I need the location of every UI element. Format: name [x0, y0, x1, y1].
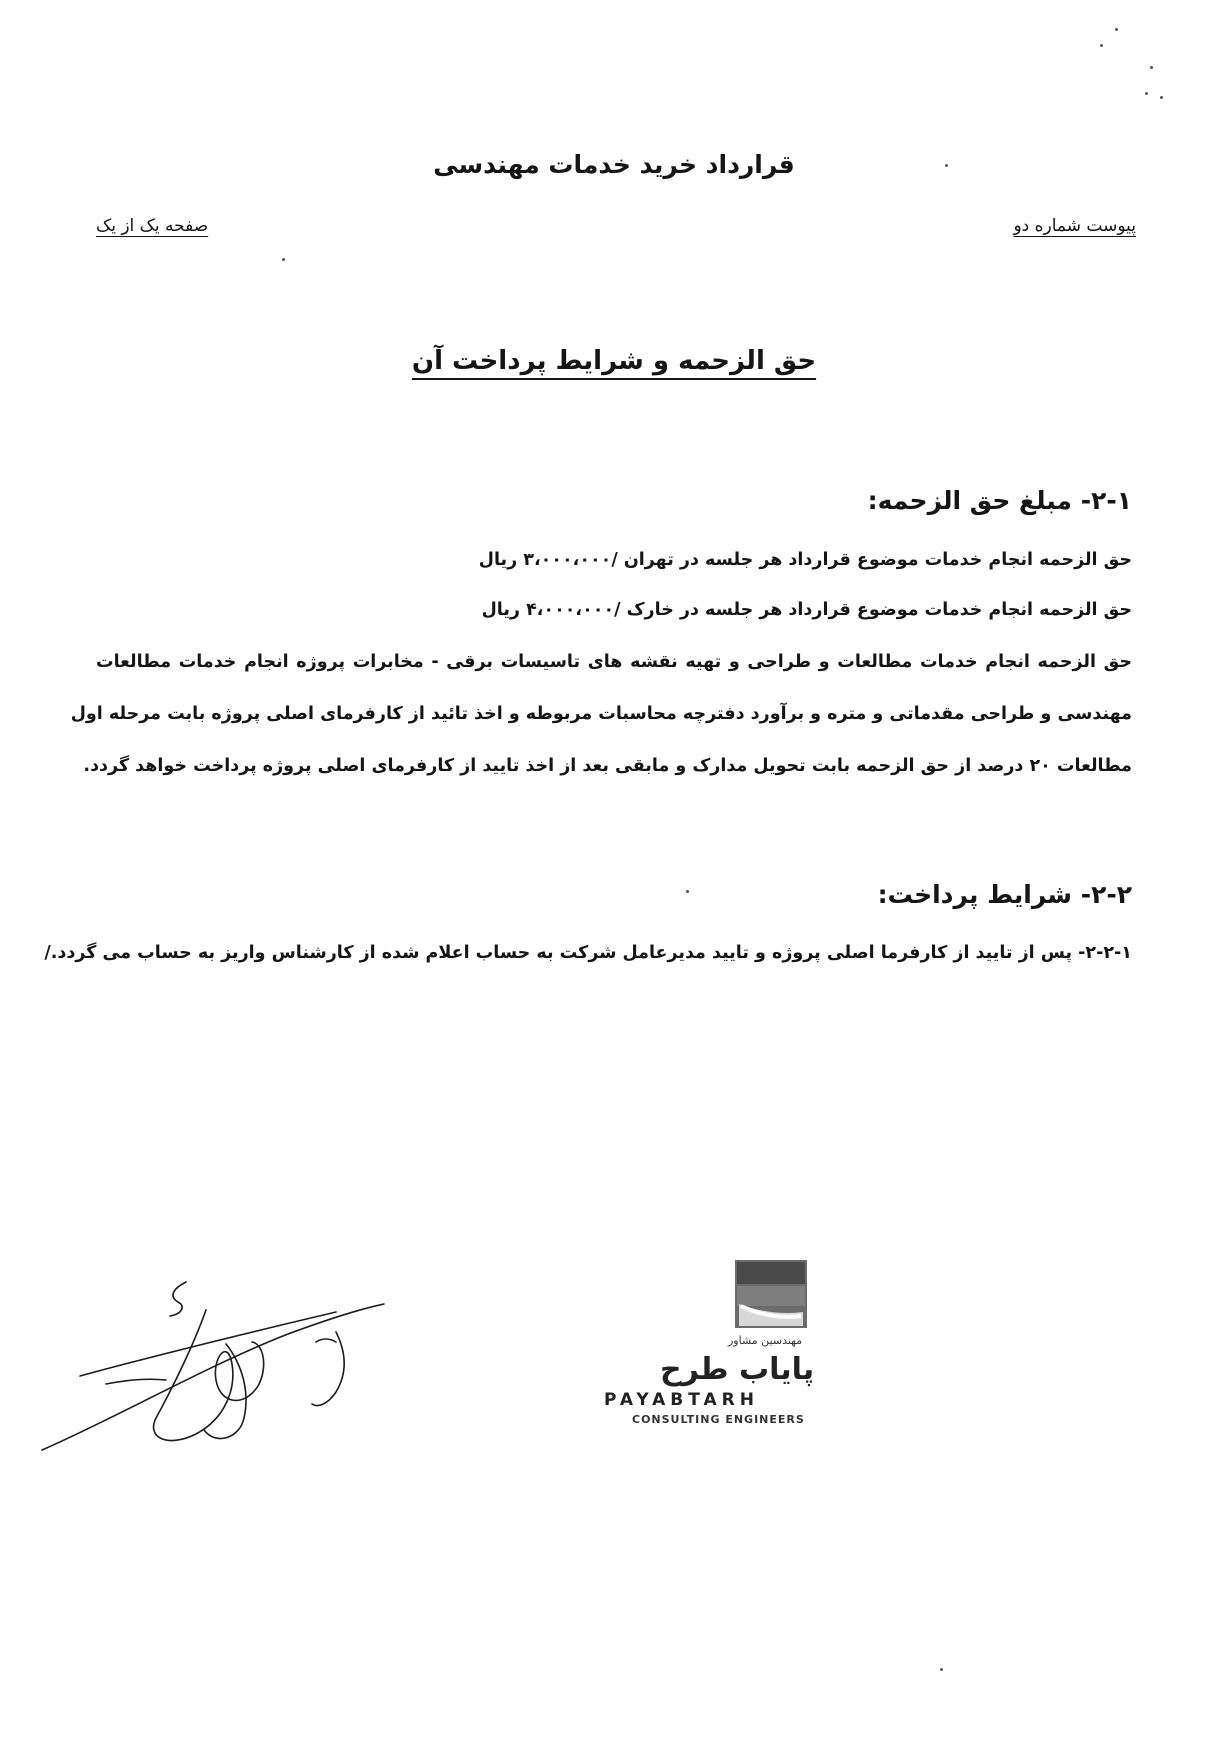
document-title: قرارداد خرید خدمات مهندسی [433, 150, 795, 179]
stamp-company-en: PAYABTARH [604, 1390, 759, 1410]
scan-speck [945, 164, 948, 167]
scan-speck [1115, 28, 1118, 31]
company-logo-icon [735, 1260, 807, 1328]
fee-tehran-line: حق الزحمه انجام خدمات موضوع قرارداد هر جلسه در تهران /۳،۰۰۰،۰۰۰ ریال [478, 550, 1132, 570]
stamp-company-fa: پایاب طرح [660, 1352, 815, 1387]
scan-speck [1150, 66, 1153, 69]
scan-speck [940, 1668, 943, 1671]
main-heading: حق الزحمه و شرایط پرداخت آن [411, 346, 817, 376]
scan-speck [1100, 44, 1103, 47]
scan-speck [282, 258, 285, 261]
annex-label: پیوست شماره دو [1013, 216, 1136, 236]
stamp-subtitle-fa: مهندسین مشاور [728, 1334, 803, 1347]
scan-speck [686, 890, 689, 893]
page-number-label: صفحه یک از یک [96, 216, 209, 236]
fee-paragraph-line-3: مطالعات ۲۰ درصد از حق الزحمه بابت تحویل مدارک و مابقی بعد از اخذ تایید از کارفرمای اصلی پروژه پرداخت خواهد گردد. [83, 756, 1132, 776]
section-1-heading: ۲-۱- مبلغ حق الزحمه: [867, 486, 1132, 515]
fee-kharg-line: حق الزحمه انجام خدمات موضوع قرارداد هر جلسه در خارک /۴،۰۰۰،۰۰۰ ریال [481, 600, 1132, 620]
stamp-subtitle-en: CONSULTING ENGINEERS [632, 1413, 805, 1426]
scan-speck [1160, 96, 1163, 99]
fee-paragraph-line-1: حق الزحمه انجام خدمات مطالعات و طراحی و تهیه نقشه های تاسیسات برقی - مخابرات پروژه انجام خدمات مطالعات [96, 652, 1132, 672]
signature-icon [36, 1268, 396, 1468]
section-2-heading: ۲-۲- شرایط پرداخت: [877, 880, 1132, 909]
payment-condition-line: ۲-۲-۱- پس از تایید از کارفرما اصلی پروژه و تایید مدیرعامل شرکت به حساب اعلام شده از کارشناس واریز به حساب می گردد./ [44, 943, 1132, 963]
scan-speck [1145, 92, 1148, 95]
fee-paragraph-line-2: مهندسی و طراحی مقدماتی و متره و برآورد دفترچه محاسبات مربوطه و اخذ تائید از کارفرمای اصلی پروژه بابت مرحله اول [70, 704, 1132, 724]
